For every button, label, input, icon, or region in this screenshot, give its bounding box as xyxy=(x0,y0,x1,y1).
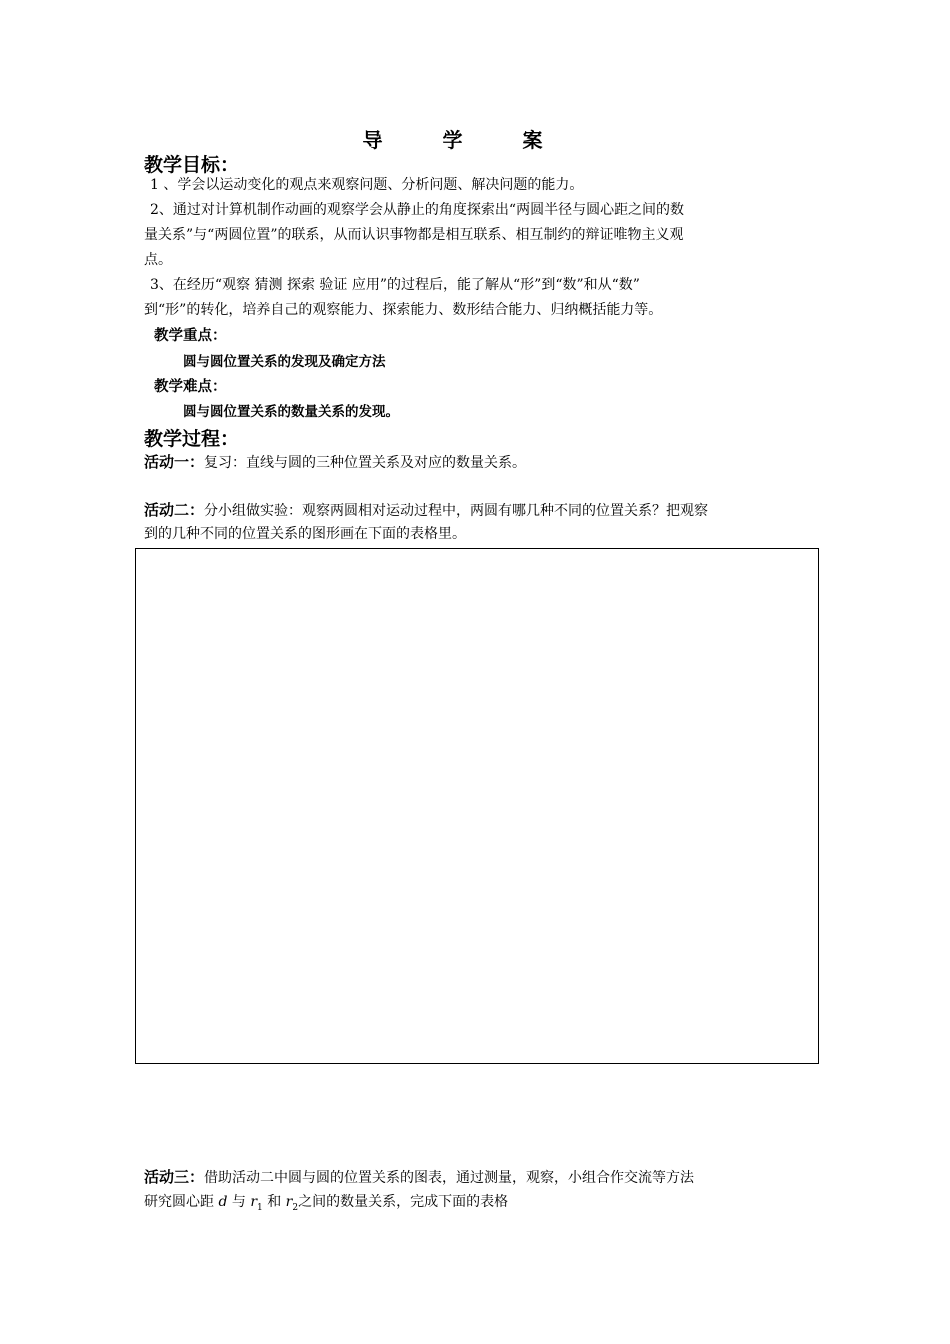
key-points-content: 圆与圆位置关系的发现及确定方法 xyxy=(183,354,386,370)
title-char-1: 导 xyxy=(362,128,383,152)
drawing-area-box[interactable] xyxy=(135,548,819,1064)
activity-1-label: 活动一： xyxy=(144,453,205,471)
activity-3-text-2d: 之间的数量关系，完成下面的表格 xyxy=(298,1194,509,1210)
var-r1: r xyxy=(250,1194,258,1210)
objective-3-line-2: 到“形”的转化，培养自己的观察能力、探索能力、数形结合能力、归纳概括能力等。 xyxy=(144,302,663,318)
page-title xyxy=(0,124,905,153)
title-char-3: 案 xyxy=(522,128,543,152)
activity-1 xyxy=(144,450,526,476)
activity-3-text-2b: 与 xyxy=(227,1194,251,1210)
var-r2: r xyxy=(285,1194,293,1210)
objectives-heading: 教学目标： xyxy=(144,154,240,176)
activity-1-text: 复习：直线与圆的三种位置关系及对应的数量关系。 xyxy=(204,455,527,471)
activity-2-text-1: 分小组做实验：观察两圆相对运动过程中，两圆有哪几种不同的位置关系？把观察 xyxy=(204,503,709,519)
sub-2: 2 xyxy=(292,1202,299,1213)
activity-3-text-2c: 和 xyxy=(262,1194,286,1210)
activity-2-line-2: 到的几种不同的位置关系的图形画在下面的表格里。 xyxy=(144,526,466,542)
key-points-heading: 教学重点： xyxy=(154,328,227,344)
objective-2-line-2: 量关系”与“两圆位置”的联系，从而认识事物都是相互联系、相互制约的辩证唯物主义观 xyxy=(144,227,684,243)
sub-1: 1 xyxy=(257,1202,263,1213)
objective-2-line-3: 点。 xyxy=(144,252,172,268)
activity-2-label: 活动二： xyxy=(144,501,205,519)
activity-3-line-2 xyxy=(144,1190,508,1221)
title-char-2: 学 xyxy=(442,128,463,152)
objective-1: 1 、学会以运动变化的观点来观察问题、分析问题、解决问题的能力。 xyxy=(150,177,584,193)
activity-3-label: 活动三： xyxy=(144,1168,205,1186)
activity-3-text-2a: 研究圆心距 xyxy=(144,1194,219,1210)
objective-3-line-1: 3、在经历“观察 猜测 探索 验证 应用”的过程后，能了解从“形”到“数”和从“数” xyxy=(150,277,640,293)
objective-2-line-1: 2、通过对计算机制作动画的观察学会从静止的角度探索出“两圆半径与圆心距之间的数 xyxy=(150,202,685,218)
activity-3-text-1: 借助活动二中圆与圆的位置关系的图表，通过测量，观察，小组合作交流等方法 xyxy=(204,1170,695,1186)
activity-2-line-1 xyxy=(144,498,708,524)
difficulties-heading: 教学难点： xyxy=(154,379,227,395)
activity-3-line-1 xyxy=(144,1165,694,1191)
var-d: d xyxy=(218,1194,228,1210)
difficulties-content: 圆与圆位置关系的数量关系的发现。 xyxy=(183,404,399,420)
process-heading: 教学过程： xyxy=(144,428,240,450)
